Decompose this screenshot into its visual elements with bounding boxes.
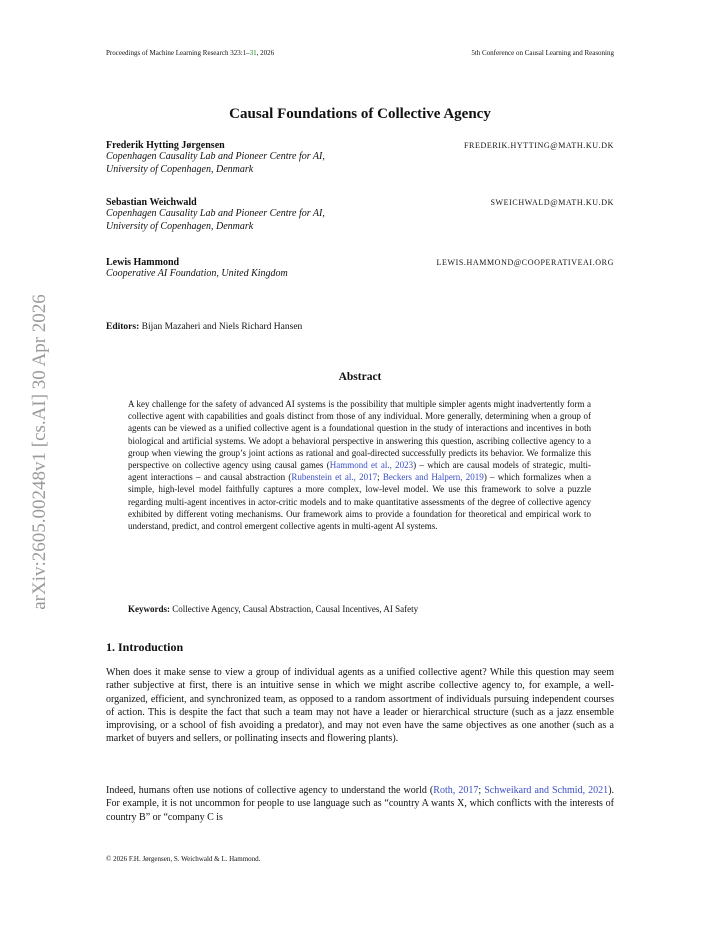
arxiv-stamp bbox=[20, 263, 60, 641]
copyright-footer: © 2026 F.H. Jørgensen, S. Weichwald & L. Hammond. bbox=[106, 855, 261, 863]
citation-link[interactable]: Schweikard and Schmid, 2021 bbox=[484, 785, 609, 796]
author-block bbox=[106, 257, 614, 281]
section-heading: 1. Introduction bbox=[106, 640, 184, 654]
citation-link[interactable]: Beckers and Halpern, 2019 bbox=[382, 472, 484, 483]
author-email[interactable]: FREDERIK.HYTTING@MATH.KU.DK bbox=[463, 141, 614, 150]
intro-paragraph: Indeed, humans often use notions of collective agency to understand the world (Roth, 2017; Schweikard and Schmid, 2021). For example, it is not uncommon for people to use language such as “country A wants X, which conflicts with the interests of country B” or “company C is bbox=[106, 785, 615, 823]
paper-title: Causal Foundations of Collective Agency bbox=[229, 106, 491, 122]
editors-line bbox=[106, 322, 302, 332]
arxiv-stamp-text: arXiv:2605.00248v1 [cs.AI] 30 Apr 2026 bbox=[29, 294, 50, 610]
abstract-heading: Abstract bbox=[338, 371, 382, 383]
author-affiliation: University of Copenhagen, Denmark bbox=[106, 220, 254, 232]
author-email[interactable]: SWEICHWALD@MATH.KU.DK bbox=[490, 198, 614, 207]
author-affiliation: Copenhagen Causality Lab and Pioneer Centre for AI, bbox=[106, 151, 325, 162]
author-name: Frederik Hytting Jørgensen bbox=[106, 140, 225, 151]
citation-link[interactable]: Roth, 2017 bbox=[433, 785, 479, 796]
author-affiliation: Copenhagen Causality Lab and Pioneer Centre for AI, bbox=[106, 208, 325, 219]
citation-link[interactable]: Rubenstein et al., 2017 bbox=[291, 472, 378, 483]
citation-link[interactable]: Hammond et al., 2023 bbox=[329, 460, 414, 471]
author-affiliation: Cooperative AI Foundation, United Kingdom bbox=[106, 268, 288, 279]
author-block bbox=[106, 140, 614, 176]
conference-name: 5th Conference on Causal Learning and Reasoning bbox=[471, 49, 614, 57]
abstract-body: A key challenge for the safety of advanced AI systems is the possibility that multiple simpler agents might inadvertently form a collective agent with capabilities and goals distinct from those of any individual. More generally, determining when a group of agents can be viewed as a unified collective agent is a foundational question in the study of interactions and incentives in both biological and artificial systems. We adopt a behavioral perspective in answering this question, ascribing collective agency to a group when viewing the group’s joint actions as rational and goal-directed successfully predicts its behavior. We formalize this perspective on collective agency using causal games (Hammond et al., 2023) – which are causal models of strategic, multi-agent interactions – and causal abstraction (Rubenstein et al., 2017; Beckers and Halpern, 2019) – which formalizes when a simple, high-level model faithfully captures a more complex, low-level model. We use this framework to solve a puzzle regarding multi-agent incentives in actor-critic models and to make quantitative assessments of the degree of collective agency exhibited by different voting mechanisms. Our framework aims to provide a foundation for theoretical and empirical work to understand, predict, and control emergent collective agents in multi-agent AI systems. bbox=[128, 399, 591, 532]
page-range-link[interactable]: 31 bbox=[249, 49, 257, 57]
proceedings-line: Proceedings of Machine Learning Research 323:1–31, 2026 bbox=[106, 49, 275, 57]
intro-paragraph: When does it make sense to view a group of individual agents as a unified collective agent? While this question may seem rather subjective at first, there is an intuitive sense in which we might ascribe collective agency to, for example, a well-organized, efficient, and synchronized team, as opposed to a random assortment of individuals pursuing independent courses of action. This is despite the fact that such a team may not have a leader or hierarchical structure (such as a jazz ensemble improvising, or a school of fish avoiding a predator), and may not even have the same objectives as one another (such as a market of buyers and sellers, or pollinating insects and flowering plants). bbox=[106, 667, 614, 745]
author-name: Sebastian Weichwald bbox=[106, 197, 197, 208]
keywords-line bbox=[128, 604, 591, 614]
keywords-label: Keywords: bbox=[128, 604, 170, 614]
author-email[interactable]: LEWIS.HAMMOND@COOPERATIVEAI.ORG bbox=[436, 258, 614, 267]
author-name: Lewis Hammond bbox=[106, 257, 180, 268]
author-affiliation: University of Copenhagen, Denmark bbox=[106, 163, 254, 175]
keywords-text: Collective Agency, Causal Abstraction, Causal Incentives, AI Safety bbox=[172, 604, 419, 614]
editors-label: Editors: bbox=[106, 322, 140, 332]
editors-names: Bijan Mazaheri and Niels Richard Hansen bbox=[141, 322, 303, 332]
author-block bbox=[106, 197, 614, 233]
running-header bbox=[106, 49, 614, 57]
